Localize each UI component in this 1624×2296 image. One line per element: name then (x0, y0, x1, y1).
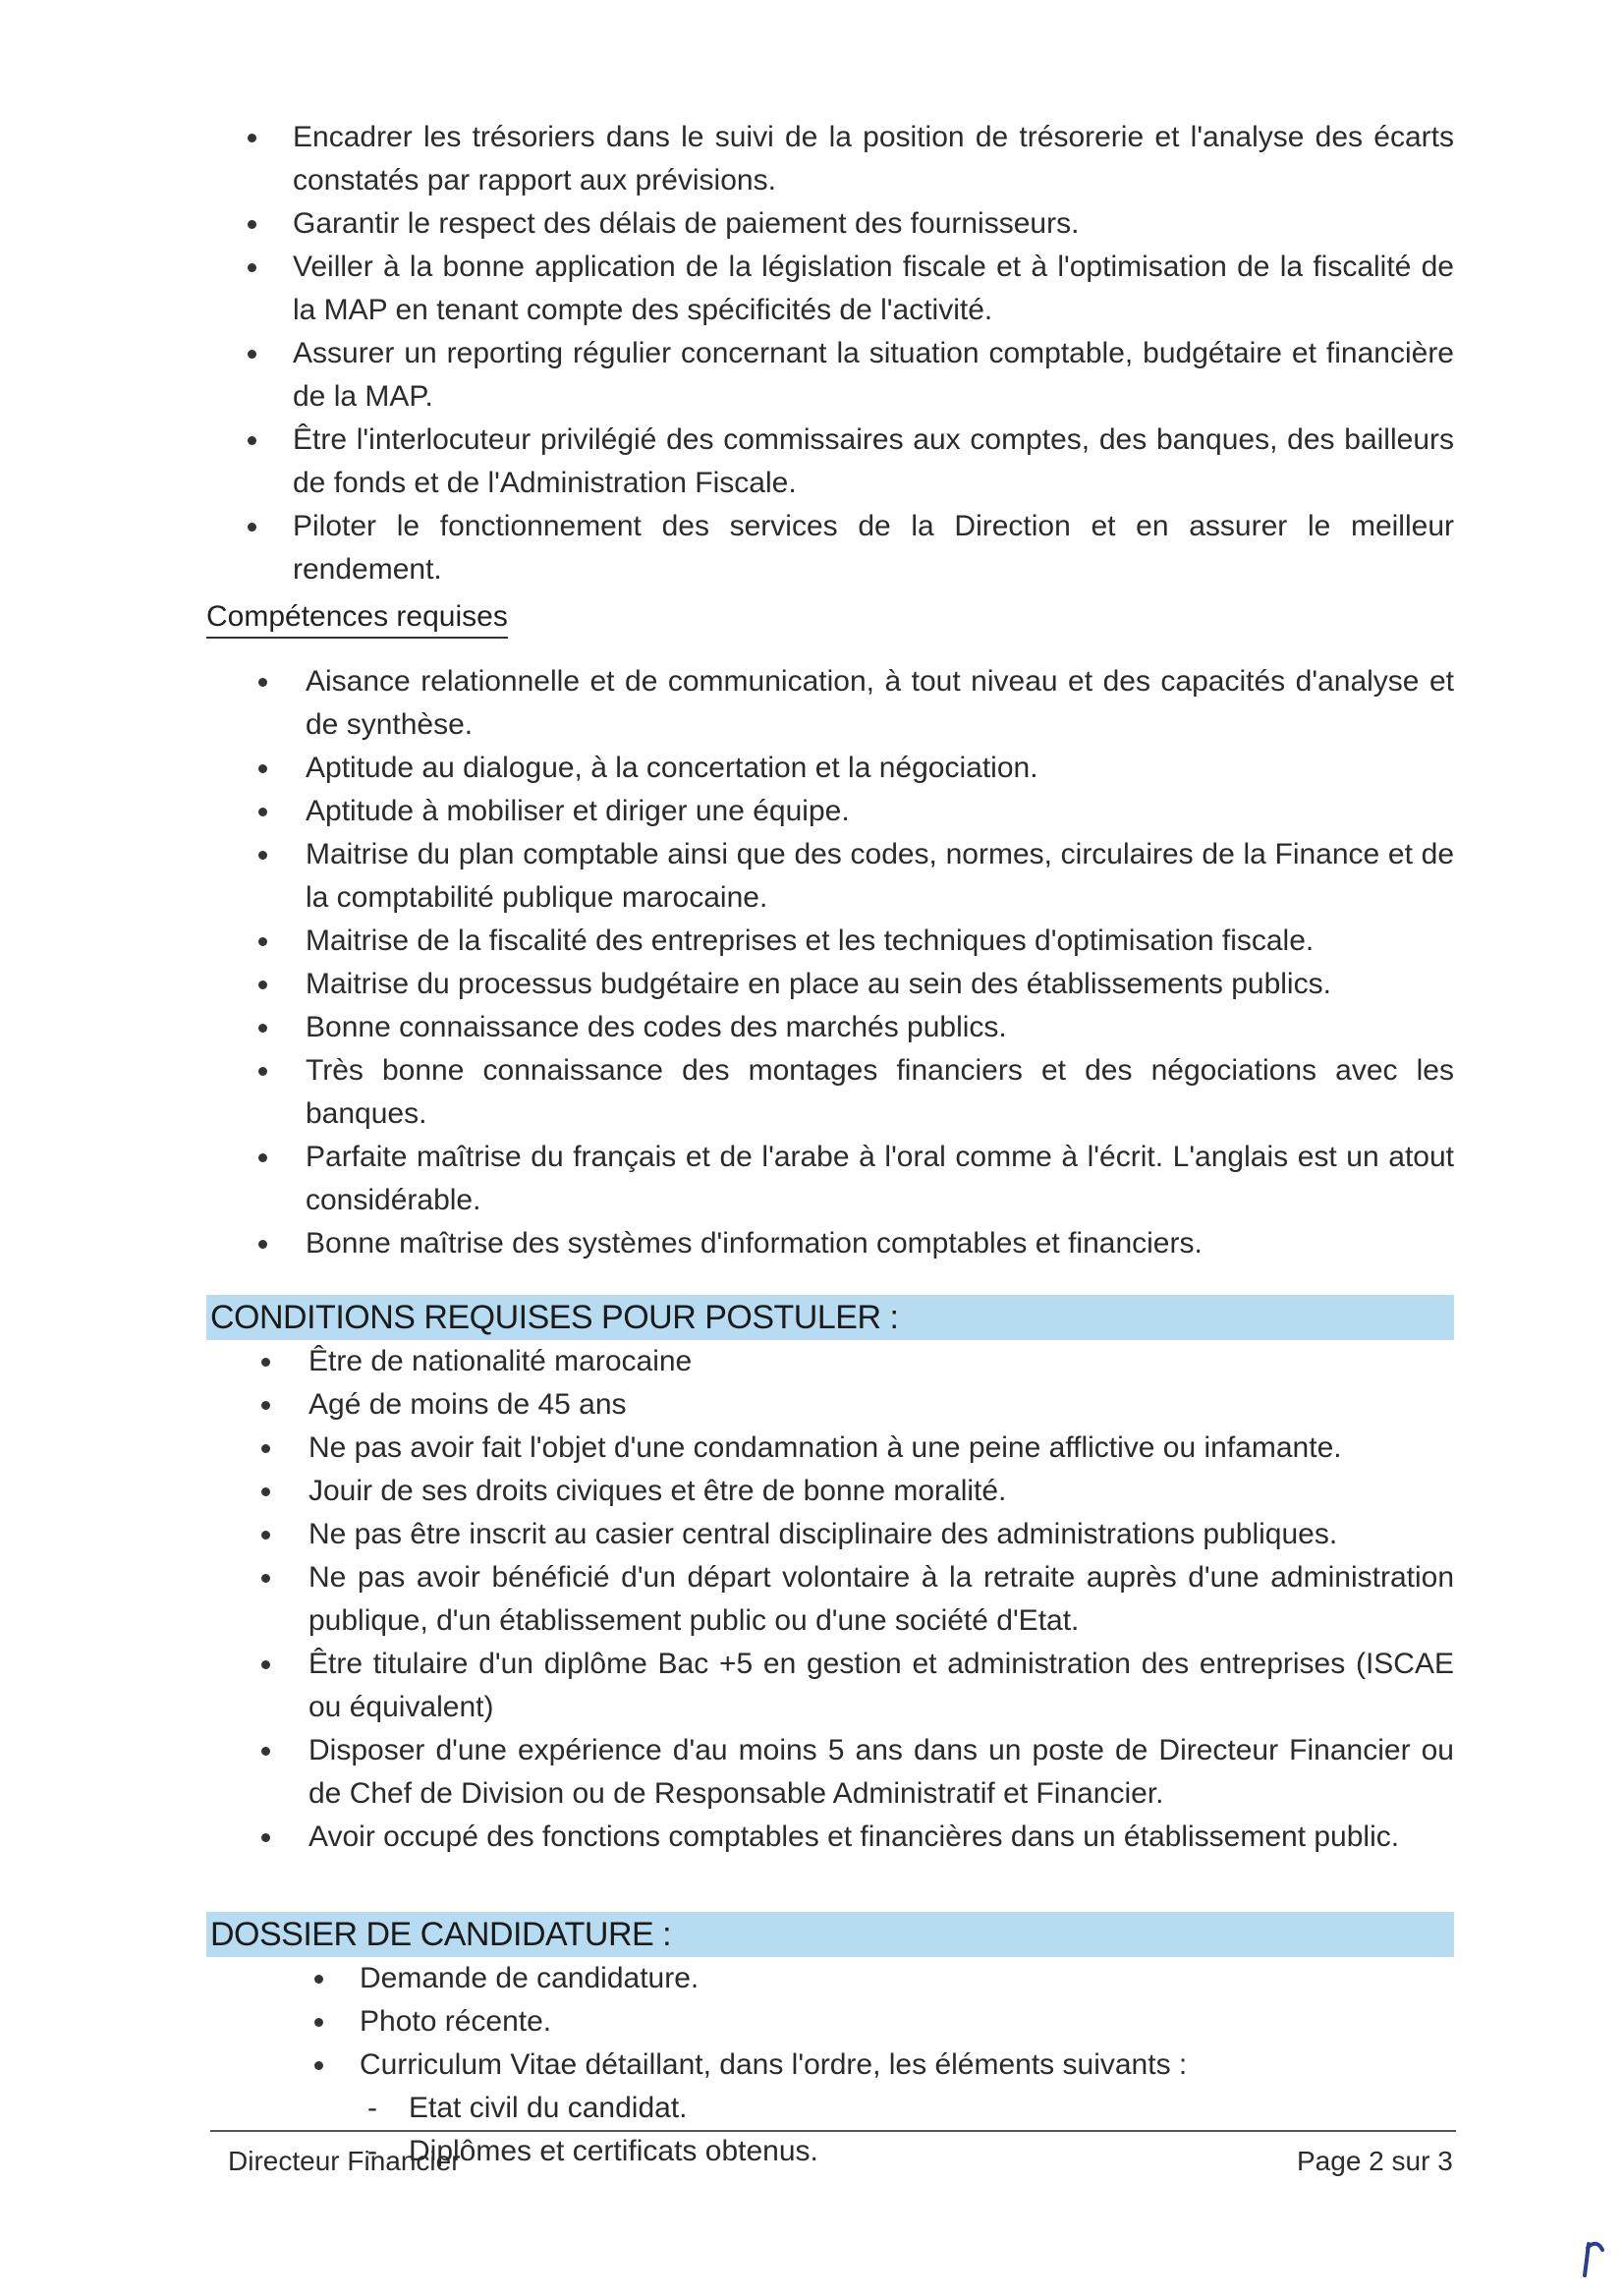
competence-item: Maitrise du plan comptable ainsi que des codes, normes, circulaires de la Finance et de la comptabilité publique marocaine. (206, 833, 1454, 920)
handwritten-mark-icon (1577, 2238, 1606, 2277)
competence-item: Bonne maîtrise des systèmes d'information comptables et financiers. (206, 1222, 1454, 1265)
duty-item: Veiller à la bonne application de la législation fiscale et à l'optimisation de la fiscalité de la MAP en tenant compte des spécificités de l'activité. (206, 246, 1454, 332)
dossier-list (206, 1957, 1454, 2087)
condition-item: Ne pas avoir fait l'objet d'une condamnation à une peine afflictive ou infamante. (206, 1427, 1454, 1470)
page-number: Page 2 sur 3 (1297, 2146, 1453, 2176)
condition-item: Jouir de ses droits civiques et être de bonne moralité. (206, 1470, 1454, 1513)
condition-item: Ne pas avoir bénéficié d'un départ volontaire à la retraite auprès d'une administration publique, d'un établissement public ou d'une société d'Etat. (206, 1556, 1454, 1643)
dossier-item: Photo récente. (206, 2000, 1454, 2044)
cv-element-item: - Etat civil du candidat. (206, 2087, 1454, 2130)
duty-item: Encadrer les trésoriers dans le suivi de la position de trésorerie et l'analyse des écarts constatés par rapport aux prévisions. (206, 116, 1454, 202)
conditions-heading: CONDITIONS REQUISES POUR POSTULER : (206, 1295, 1454, 1340)
competence-item: Maitrise du processus budgétaire en place au sein des établissements publics. (206, 963, 1454, 1006)
footer-divider (210, 2130, 1456, 2132)
footer-title: Directeur Financier (228, 2146, 461, 2176)
duty-item: Garantir le respect des délais de paiement des fournisseurs. (206, 202, 1454, 246)
dossier-item: Demande de candidature. (206, 1957, 1454, 2000)
competences-list (206, 660, 1454, 1265)
competence-item: Bonne connaissance des codes des marchés publics. (206, 1006, 1454, 1049)
condition-item: Ne pas être inscrit au casier central disciplinaire des administrations publiques. (206, 1513, 1454, 1556)
dossier-item: Curriculum Vitae détaillant, dans l'ordre, les éléments suivants : (206, 2044, 1454, 2087)
competence-item: Parfaite maîtrise du français et de l'arabe à l'oral comme à l'écrit. L'anglais est un atout considérable. (206, 1136, 1454, 1222)
duty-item: Assurer un reporting régulier concernant la situation comptable, budgétaire et financière de la MAP. (206, 332, 1454, 419)
duty-item: Piloter le fonctionnement des services de la Direction et en assurer le meilleur rendement. (206, 505, 1454, 591)
conditions-list (206, 1340, 1454, 1859)
competence-item: Maitrise de la fiscalité des entreprises et les techniques d'optimisation fiscale. (206, 920, 1454, 963)
duty-item: Être l'interlocuteur privilégié des commissaires aux comptes, des banques, des bailleurs de fonds et de l'Administration Fiscale. (206, 419, 1454, 505)
condition-item: Agé de moins de 45 ans (206, 1383, 1454, 1427)
dossier-heading: DOSSIER DE CANDIDATURE : (206, 1912, 1454, 1957)
condition-item: Disposer d'une expérience d'au moins 5 ans dans un poste de Directeur Financier ou de Chef de Division ou de Responsable Administratif et Financier. (206, 1729, 1454, 1816)
condition-item: Être de nationalité marocaine (206, 1340, 1454, 1383)
competence-item: Aisance relationnelle et de communication, à tout niveau et des capacités d'analyse et de synthèse. (206, 660, 1454, 747)
condition-item: Avoir occupé des fonctions comptables et financières dans un établissement public. (206, 1816, 1454, 1859)
competence-item: Aptitude au dialogue, à la concertation et la négociation. (206, 747, 1454, 790)
cv-element-item: - Diplômes et certificats obtenus. (206, 2130, 1454, 2173)
page-content (206, 116, 1454, 2173)
competences-heading: Compétences requises (206, 597, 508, 639)
duties-list (206, 116, 1454, 591)
condition-item: Être titulaire d'un diplôme Bac +5 en gestion et administration des entreprises (ISCAE ou équivalent) (206, 1643, 1454, 1729)
competence-item: Aptitude à mobiliser et diriger une équipe. (206, 790, 1454, 833)
competence-item: Très bonne connaissance des montages financiers et des négociations avec les banques. (206, 1049, 1454, 1136)
